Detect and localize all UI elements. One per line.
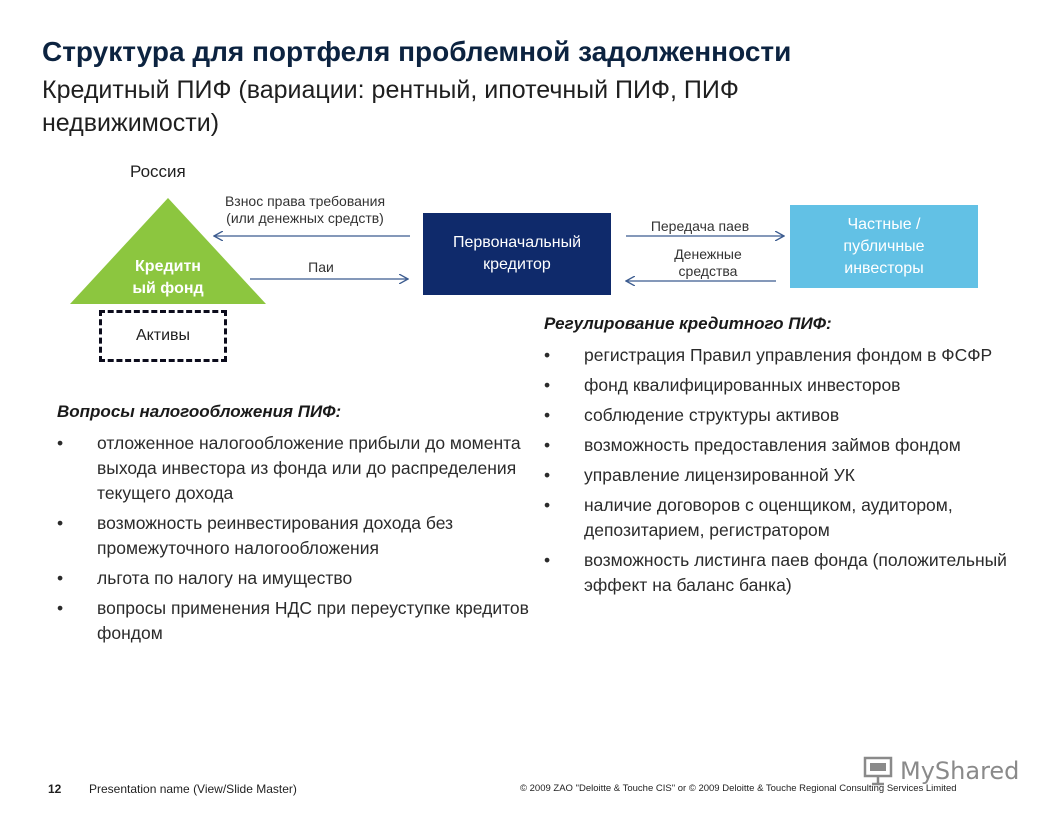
bullet-icon: •: [57, 598, 64, 618]
arrow-cash-line1: Денежные: [674, 246, 742, 262]
bullet-icon: •: [544, 405, 551, 425]
list-item: [544, 403, 1034, 428]
assets-box: Активы: [99, 310, 227, 362]
page-number: 12: [48, 782, 62, 796]
bullet-icon: •: [544, 375, 551, 395]
list-item: [57, 431, 537, 506]
region-label: Россия: [130, 162, 186, 181]
investors-box: [790, 205, 978, 288]
investors-line1: Частные /: [847, 215, 921, 233]
bullet-icon: •: [544, 550, 551, 570]
logo-text: MyShared: [900, 757, 1020, 785]
tax-list: [57, 431, 537, 646]
list-item-text: возможность листинга паев фонда (положительный эффект на баланс банка): [584, 550, 1007, 595]
bullet-icon: •: [57, 433, 64, 453]
list-item: [544, 433, 1034, 458]
regulation-section: [544, 314, 1034, 603]
list-item: [544, 343, 1034, 368]
regulation-heading: Регулирование кредитного ПИФ:: [544, 314, 832, 333]
fund-label-line2: ый фонд: [132, 280, 204, 297]
arrow-units-label: Паи: [308, 259, 334, 275]
arrow-contribution-line1: Взнос права требования: [224, 193, 386, 209]
list-item-text: соблюдение структуры активов: [584, 405, 840, 425]
fund-label: [110, 256, 226, 300]
list-item: [544, 373, 1034, 398]
bullet-icon: •: [544, 435, 551, 455]
investors-line3: инвесторы: [844, 259, 924, 277]
bullet-icon: •: [57, 513, 64, 533]
creditor-line1: Первоначальный: [452, 234, 582, 251]
list-item: [57, 566, 537, 591]
investors-line2: публичные: [843, 237, 925, 255]
list-item: [544, 463, 1034, 488]
arrow-cash-line2: средства: [678, 263, 738, 279]
bullet-icon: •: [544, 345, 551, 365]
list-item-text: вопросы применения НДС при переуступке кредитов фондом: [97, 598, 529, 643]
slide-subtitle: Кредитный ПИФ (вариации: рентный, ипотечный ПИФ, ПИФ недвижимости): [42, 76, 739, 137]
list-item-text: возможность реинвестирования дохода без промежуточного налогообложения: [97, 513, 454, 558]
list-item: [544, 493, 1034, 543]
presentation-name: Presentation name (View/Slide Master): [89, 782, 297, 796]
list-item-text: управление лицензированной УК: [584, 465, 855, 485]
tax-heading: Вопросы налогообложения ПИФ:: [57, 402, 342, 421]
list-item-text: отложенное налогообложение прибыли до момента выхода инвестора из фонда или до распределения текущего дохода: [97, 433, 521, 503]
arrow-transfer-label: Передача паев: [650, 218, 750, 234]
list-item-text: регистрация Правил управления фондом в ФСФР: [584, 345, 993, 365]
bullet-icon: •: [544, 495, 551, 515]
arrow-contribution-line2: (или денежных средств): [226, 210, 384, 226]
arrow-cash-label: [654, 246, 762, 280]
list-item-text: фонд квалифицированных инвесторов: [584, 375, 901, 395]
bullet-icon: •: [57, 568, 64, 588]
list-item-text: наличие договоров с оценщиком, аудитором, депозитарием, регистратором: [584, 495, 953, 540]
original-creditor-box: [423, 213, 611, 295]
list-item-text: льгота по налогу на имущество: [97, 568, 353, 588]
regulation-list: [544, 343, 1034, 598]
copyright-text: © 2009 ZAO "Deloitte & Touche CIS" or © 2009 Deloitte & Touche Regional Consulting Services Limited: [520, 783, 957, 794]
slide-title: Структура для портфеля проблемной задолженности: [42, 36, 792, 67]
bullet-icon: •: [544, 465, 551, 485]
watermark-logo: [862, 754, 1032, 788]
list-item: [57, 511, 537, 561]
list-item-text: возможность предоставления займов фондом: [584, 435, 961, 455]
list-item: [57, 596, 537, 646]
presentation-board-icon: [862, 755, 894, 787]
list-item: [544, 548, 1034, 598]
creditor-line2: кредитор: [483, 256, 551, 273]
tax-section: [57, 402, 537, 651]
fund-label-line1: Кредитн: [135, 258, 201, 275]
